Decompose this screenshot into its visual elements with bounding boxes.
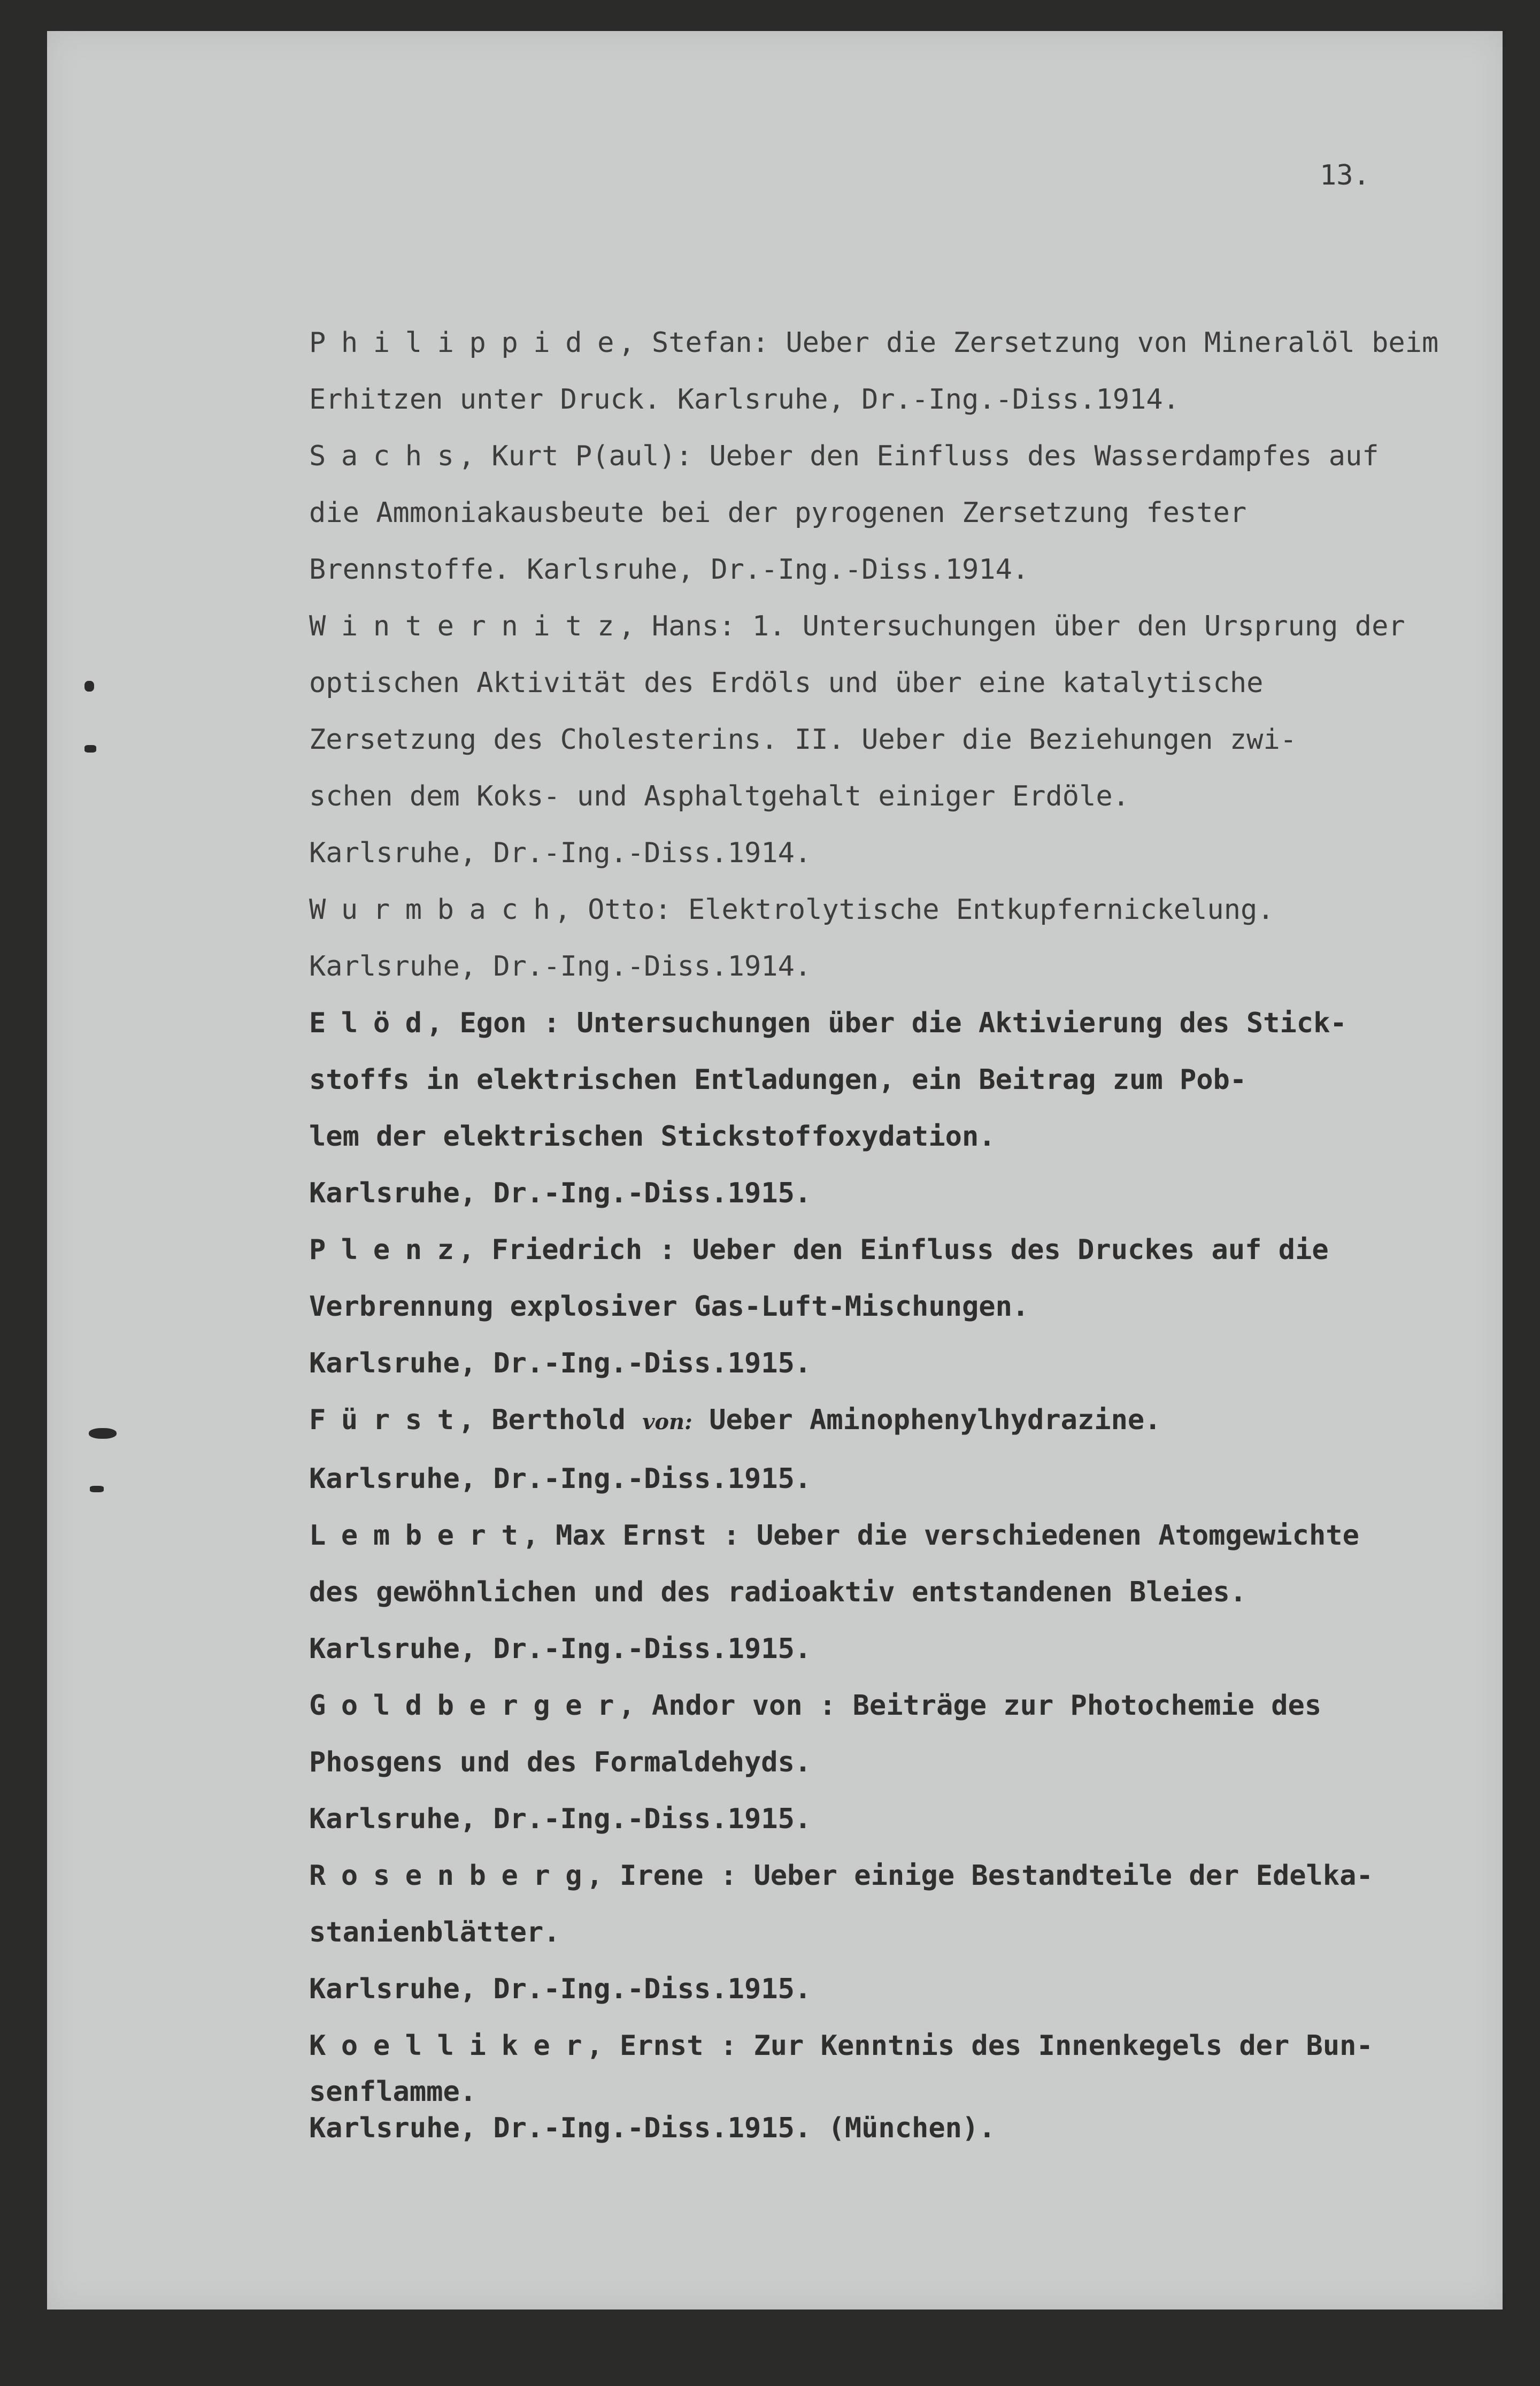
page-number: 13. xyxy=(1320,159,1370,191)
bibliography-entry xyxy=(309,1222,1540,1392)
entry-line: Verbrennung explosiver Gas-Luft-Mischungen. xyxy=(309,1291,1029,1323)
entry-title: , Andor von : Beiträge zur Photochemie des xyxy=(618,1690,1322,1722)
entry-line: Karlsruhe, Dr.-Ing.-Diss.1914. xyxy=(309,950,812,983)
margin-ink-mark xyxy=(90,1486,104,1492)
bibliography-entry xyxy=(309,1392,1540,1507)
bibliography-entry xyxy=(309,1847,1540,2017)
entry-line: Karlsruhe, Dr.-Ing.-Diss.1915. xyxy=(309,1973,812,2005)
entry-line: die Ammoniakausbeute bei der pyrogenen Zersetzung fester xyxy=(309,497,1247,529)
entry-line: Karlsruhe, Dr.-Ing.-Diss.1915. xyxy=(309,1803,812,1835)
entry-line: Karlsruhe, Dr.-Ing.-Diss.1915. xyxy=(309,1177,812,1209)
entry-author: Plenz xyxy=(309,1234,469,1266)
entry-author: Winternitz xyxy=(309,610,630,642)
entry-title: , Otto: Elektrolytische Entkupfernickelung. xyxy=(554,894,1274,926)
entry-author: Sachs xyxy=(309,440,469,472)
entry-author: Fürst xyxy=(309,1404,469,1436)
entry-line: optischen Aktivität des Erdöls und über eine katalytische xyxy=(309,667,1264,699)
entry-line: lem der elektrischen Stickstoffoxydation. xyxy=(309,1121,996,1153)
entry-line: stanienblätter. xyxy=(309,1916,560,1948)
entry-title: , Irene : Ueber einige Bestandteile der Edelka- xyxy=(586,1860,1373,1892)
entry-title: , Hans: 1. Untersuchungen über den Ursprung der xyxy=(618,610,1405,642)
entry-line: Karlsruhe, Dr.-Ing.-Diss.1915. (München). xyxy=(309,2112,996,2144)
entry-title: , Ernst : Zur Kenntnis des Innenkegels der Bun- xyxy=(586,2030,1373,2062)
margin-ink-mark xyxy=(89,1428,117,1439)
handwritten-insertion: von: xyxy=(642,1409,692,1434)
entry-title: , Friedrich : Ueber den Einfluss des Druckes auf die xyxy=(458,1234,1329,1266)
entry-line: Zersetzung des Cholesterins. II. Ueber die Beziehungen zwi- xyxy=(309,724,1297,756)
entry-title: , Berthold xyxy=(458,1404,643,1436)
entry-author: Elöd xyxy=(309,1007,437,1039)
margin-ink-mark xyxy=(84,681,94,692)
entry-line: schen dem Koks- und Asphaltgehalt einiger Erdöle. xyxy=(309,780,1130,812)
bibliography-entry xyxy=(309,598,1540,881)
bibliography-entry xyxy=(309,1507,1540,1677)
entry-title: , Egon : Untersuchungen über die Aktivierung des Stick- xyxy=(426,1007,1347,1039)
entry-author: Goldberger xyxy=(309,1690,630,1722)
bibliography-entry xyxy=(309,2017,1540,2144)
entry-line: stoffs in elektrischen Entladungen, ein Beitrag zum Pob- xyxy=(309,1064,1247,1096)
bibliography-entry xyxy=(309,428,1540,598)
bibliography-entry xyxy=(309,995,1540,1222)
entry-author: Koelliker xyxy=(309,2030,598,2062)
entry-author: Wurmbach xyxy=(309,894,566,926)
entry-line: Karlsruhe, Dr.-Ing.-Diss.1914. xyxy=(309,837,812,869)
entry-line: Karlsruhe, Dr.-Ing.-Diss.1915. xyxy=(309,1463,812,1495)
entry-line: Karlsruhe, Dr.-Ing.-Diss.1915. xyxy=(309,1347,812,1379)
entry-line: Erhitzen unter Druck. Karlsruhe, Dr.-Ing.-Diss.1914. xyxy=(309,383,1180,416)
entry-title-continued: Ueber Aminophenylhydrazine. xyxy=(692,1404,1161,1436)
bibliography-entry xyxy=(309,881,1540,995)
entry-line: Brennstoffe. Karlsruhe, Dr.-Ing.-Diss.1914. xyxy=(309,554,1029,586)
entry-line: Karlsruhe, Dr.-Ing.-Diss.1915. xyxy=(309,1633,812,1665)
entry-line: des gewöhnlichen und des radioaktiv entstandenen Bleies. xyxy=(309,1576,1247,1608)
bibliography-list xyxy=(309,314,1540,2144)
entry-title: , Max Ernst : Ueber die verschiedenen Atomgewichte xyxy=(522,1520,1359,1552)
entry-author: Lembert xyxy=(309,1520,534,1552)
entry-author: Philippide xyxy=(309,327,630,359)
typed-page xyxy=(47,31,1503,2310)
entry-title: , Stefan: Ueber die Zersetzung von Mineralöl beim xyxy=(618,327,1439,359)
bibliography-entry xyxy=(309,314,1540,428)
margin-ink-mark xyxy=(84,745,96,753)
entry-title: , Kurt P(aul): Ueber den Einfluss des Wasserdampfes auf xyxy=(458,440,1379,472)
entry-line: Phosgens und des Formaldehyds. xyxy=(309,1746,812,1778)
bibliography-entry xyxy=(309,1677,1540,1847)
entry-line: senflamme. xyxy=(309,2076,477,2108)
entry-author: Rosenberg xyxy=(309,1860,598,1892)
